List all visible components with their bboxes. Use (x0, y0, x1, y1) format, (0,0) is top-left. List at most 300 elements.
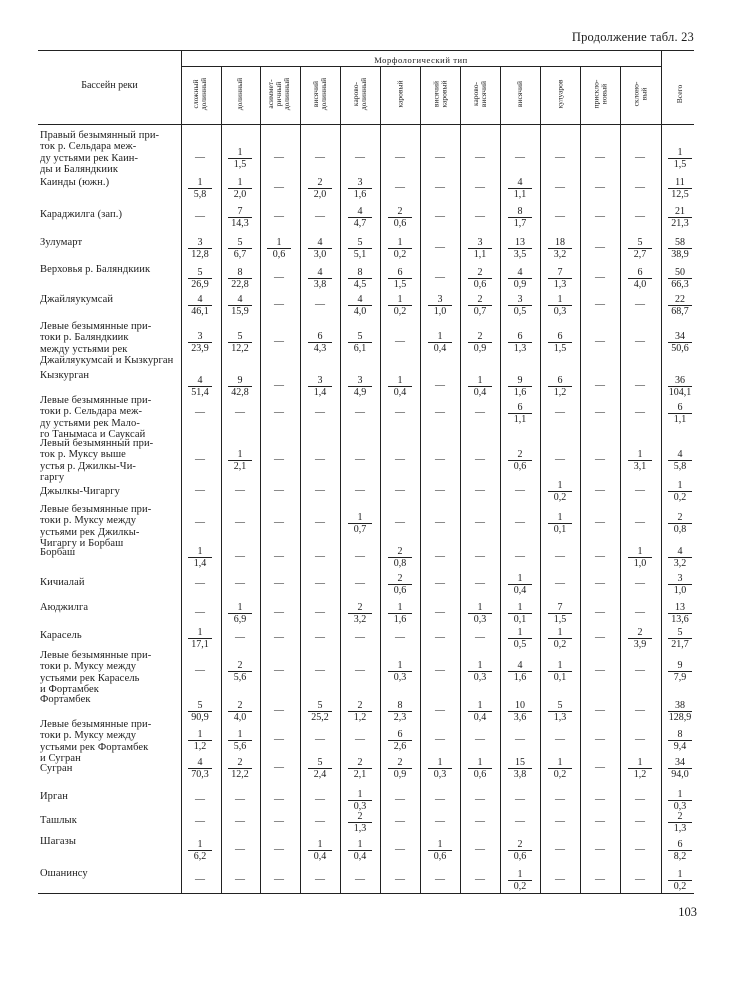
table-cell: — (274, 874, 284, 885)
glacier-area: 5,8 (673, 461, 687, 472)
glacier-area: 0,6 (433, 851, 447, 862)
table-cell: — (515, 152, 525, 163)
column-header (541, 66, 580, 122)
glacier-count: 1 (197, 546, 203, 557)
basin-name: Борбаш (40, 547, 76, 558)
glacier-count: 6 (557, 375, 563, 386)
glacier-area: 0,3 (673, 801, 687, 812)
glacier-count: 5 (237, 331, 243, 342)
table-cell: — (315, 794, 325, 805)
glacier-area: 0,5 (513, 639, 527, 650)
table-cell: — (555, 816, 565, 827)
glacier-count: 6 (677, 402, 683, 413)
column-header (581, 66, 620, 122)
glacier-area: 128,9 (668, 712, 692, 723)
basin-name: Левые безымянные при- токи р. Баляндкиик между устьями рек Джайляукумсай и Кызкурган (40, 321, 174, 366)
table-cell (460, 331, 500, 354)
table-cell: — (435, 454, 445, 465)
table-cell (300, 757, 340, 780)
table-cell: — (635, 705, 645, 716)
table-cell: — (195, 517, 205, 528)
glacier-count: 2 (637, 627, 643, 638)
glacier-area: 0,8 (393, 558, 407, 569)
glacier-count: 10 (515, 700, 525, 711)
glacier-count: 1 (437, 839, 443, 850)
table-cell: — (395, 874, 405, 885)
table-cell (540, 627, 580, 650)
glacier-area: 1,3 (513, 343, 527, 354)
glacier-count: 2 (477, 267, 483, 278)
glacier-area: 94,0 (671, 769, 689, 780)
table-cell (540, 602, 580, 625)
morph-type-header: Морфологический тип (374, 55, 468, 65)
column-header (381, 66, 420, 122)
table-cell (220, 375, 260, 398)
glacier-count: 4 (317, 237, 323, 248)
table-cell: — (515, 551, 525, 562)
table-cell (620, 546, 660, 569)
table-cell: — (315, 632, 325, 643)
table-cell: — (395, 407, 405, 418)
total-cell (660, 294, 700, 317)
glacier-area: 1,1 (473, 249, 487, 260)
table-cell: — (475, 152, 485, 163)
table-cell: — (315, 211, 325, 222)
glacier-count: 1 (397, 294, 403, 305)
column-header (181, 66, 220, 122)
table-cell: — (635, 734, 645, 745)
column-rule (340, 66, 341, 893)
table-cell (259, 237, 299, 260)
total-cell (660, 627, 700, 650)
total-cell (660, 206, 700, 229)
glacier-area: 1,0 (433, 306, 447, 317)
glacier-area: 0,4 (473, 387, 487, 398)
table-cell: — (274, 705, 284, 716)
glacier-count: 3 (677, 573, 683, 584)
glacier-area: 1,5 (553, 614, 567, 625)
glacier-area: 7,9 (673, 672, 687, 683)
table-cell: — (595, 152, 605, 163)
table-cell: — (195, 211, 205, 222)
table-cell (180, 177, 220, 200)
total-cell (660, 869, 700, 892)
glacier-area: 3,2 (673, 558, 687, 569)
table-cell (340, 602, 380, 625)
table-cell: — (195, 152, 205, 163)
column-header (301, 66, 340, 122)
table-cell: — (274, 152, 284, 163)
table-cell: — (274, 816, 284, 827)
table-cell: — (395, 517, 405, 528)
glacier-count: 34 (675, 331, 685, 342)
glacier-count: 4 (517, 177, 523, 188)
glacier-area: 51,4 (191, 387, 209, 398)
table-cell: — (355, 551, 365, 562)
glacier-count: 2 (357, 757, 363, 768)
table-cell (220, 700, 260, 723)
table-cell: — (435, 152, 445, 163)
table-cell: — (395, 844, 405, 855)
table-cell (180, 700, 220, 723)
table-cell: — (475, 211, 485, 222)
glacier-area: 6,7 (233, 249, 247, 260)
glacier-count: 1 (397, 237, 403, 248)
table-cell (380, 573, 420, 596)
column-header-label: каровый (395, 80, 405, 108)
table-cell: — (435, 607, 445, 618)
table-cell: — (235, 578, 245, 589)
glacier-count: 1 (397, 602, 403, 613)
table-cell (380, 660, 420, 683)
table-cell: — (274, 794, 284, 805)
table-cell: — (475, 874, 485, 885)
table-cell (220, 147, 260, 170)
glacier-count: 1 (317, 839, 323, 850)
table-cell: — (195, 485, 205, 496)
basin-name: Сугран (40, 763, 73, 774)
table-cell: — (274, 380, 284, 391)
glacier-area: 0,3 (473, 614, 487, 625)
table-cell (500, 237, 540, 260)
table-cell (300, 331, 340, 354)
table-cell (340, 331, 380, 354)
table-cell: — (315, 665, 325, 676)
table-cell (500, 331, 540, 354)
glacier-area: 12,2 (231, 343, 249, 354)
glacier-area: 1,6 (513, 672, 527, 683)
glacier-area: 1,3 (673, 823, 687, 834)
glacier-area: 0,6 (513, 851, 527, 862)
basin-name: Правый безымянный при- ток р. Сельдара меж- ду устьями рек Каин- ды и Баляндкиик (40, 130, 160, 175)
glacier-area: 3,2 (353, 614, 367, 625)
table-cell: — (395, 182, 405, 193)
table-cell: — (395, 152, 405, 163)
glacier-count: 1 (677, 147, 683, 158)
table-cell: — (595, 734, 605, 745)
table-cell: — (274, 762, 284, 773)
glacier-count: 1 (237, 729, 243, 740)
glacier-count: 1 (517, 573, 523, 584)
table-cell: — (274, 665, 284, 676)
table-cell (420, 294, 460, 317)
glacier-count: 6 (677, 839, 683, 850)
glacier-area: 2,1 (233, 461, 247, 472)
table-cell: — (274, 578, 284, 589)
table-cell: — (315, 578, 325, 589)
glacier-area: 0,6 (473, 769, 487, 780)
basin-name: Левые безымянные при- токи р. Сельдара меж- ду устьями рек Мало- го Танымаса и Сауксай (40, 395, 152, 440)
total-cell (660, 660, 700, 683)
column-rule (500, 66, 501, 893)
glacier-count: 6 (517, 331, 523, 342)
glacier-count: 2 (357, 811, 363, 822)
table-bottom-rule (38, 893, 694, 894)
glacier-area: 0,2 (393, 306, 407, 317)
table-cell (460, 375, 500, 398)
glacier-count: 6 (397, 267, 403, 278)
total-cell (660, 147, 700, 170)
table-cell: — (635, 874, 645, 885)
glacier-count: 1 (637, 449, 643, 460)
basin-name: Зулумарт (40, 237, 83, 248)
column-header (461, 66, 500, 122)
glacier-area: 46,1 (191, 306, 209, 317)
total-cell (660, 757, 700, 780)
table-cell (500, 660, 540, 683)
table-cell: — (235, 551, 245, 562)
glacier-area: 1,1 (513, 189, 527, 200)
table-cell: — (595, 816, 605, 827)
table-cell (540, 237, 580, 260)
table-cell (180, 757, 220, 780)
glacier-area: 0,1 (553, 672, 567, 683)
glacier-area: 1,3 (353, 823, 367, 834)
table-cell: — (235, 874, 245, 885)
table-cell: — (195, 794, 205, 805)
table-cell: — (555, 734, 565, 745)
table-cell (340, 789, 380, 812)
table-cell: — (435, 665, 445, 676)
table-cell: — (274, 211, 284, 222)
table-cell: — (475, 794, 485, 805)
glacier-area: 0,2 (673, 492, 687, 503)
table-cell (420, 757, 460, 780)
glacier-count: 3 (437, 294, 443, 305)
glacier-count: 3 (357, 177, 363, 188)
table-cell: — (475, 517, 485, 528)
glacier-area: 0,7 (473, 306, 487, 317)
table-cell: — (475, 485, 485, 496)
table-cell: — (555, 794, 565, 805)
table-cell (460, 700, 500, 723)
glacier-count: 34 (675, 757, 685, 768)
glacier-area: 1,0 (633, 558, 647, 569)
glacier-area: 21,7 (671, 639, 689, 650)
table-cell: — (475, 844, 485, 855)
table-cell (380, 237, 420, 260)
glacier-count: 4 (517, 660, 523, 671)
glacier-area: 1,2 (353, 712, 367, 723)
glacier-count: 1 (197, 729, 203, 740)
column-header-label: висячий каровый (431, 80, 449, 108)
glacier-area: 6,2 (193, 851, 207, 862)
glacier-area: 4,3 (313, 343, 327, 354)
table-cell: — (315, 454, 325, 465)
glacier-area: 3,5 (513, 249, 527, 260)
table-cell (220, 237, 260, 260)
table-cell: — (435, 485, 445, 496)
glacier-count: 1 (677, 789, 683, 800)
column-rule (540, 66, 541, 893)
total-cell (660, 839, 700, 862)
glacier-area: 2,7 (633, 249, 647, 260)
table-cell (300, 839, 340, 862)
glacier-area: 2,3 (393, 712, 407, 723)
glacier-area: 104,1 (668, 387, 692, 398)
table-cell: — (315, 874, 325, 885)
table-cell (180, 237, 220, 260)
table-cell: — (274, 272, 284, 283)
column-rule (580, 66, 581, 893)
glacier-count: 1 (357, 789, 363, 800)
glacier-area: 1,5 (673, 159, 687, 170)
table-continuation-title: Продолжение табл. 23 (571, 30, 694, 44)
basin-name: Джылкы-Чигаргу (40, 486, 120, 497)
table-cell: — (595, 517, 605, 528)
table-cell (300, 267, 340, 290)
table-cell (500, 449, 540, 472)
glacier-count: 1 (557, 512, 563, 523)
glacier-count: 1 (437, 757, 443, 768)
table-cell: — (635, 665, 645, 676)
table-cell: — (595, 182, 605, 193)
total-cell (660, 449, 700, 472)
table-cell: — (635, 380, 645, 391)
table-cell (620, 267, 660, 290)
table-cell (540, 512, 580, 535)
table-cell (540, 660, 580, 683)
glacier-count: 1 (397, 375, 403, 386)
glacier-area: 0,2 (673, 881, 687, 892)
glacier-count: 1 (276, 237, 282, 248)
column-rule (460, 66, 461, 893)
table-cell: — (274, 336, 284, 347)
glacier-area: 12,5 (671, 189, 689, 200)
table-cell: — (475, 454, 485, 465)
basin-name: Левые безымянные при- токи р. Муксу между устьями рек Джилкы- Чигаргу и Борбаш (40, 504, 152, 549)
glacier-count: 9 (237, 375, 243, 386)
glacier-count: 1 (237, 147, 243, 158)
glacier-count: 7 (557, 602, 563, 613)
column-header-label: кулуаров (555, 79, 565, 109)
glacier-count: 22 (675, 294, 685, 305)
table-cell: — (355, 578, 365, 589)
table-cell: — (635, 299, 645, 310)
table-cell: — (435, 407, 445, 418)
glacier-area: 12,2 (231, 769, 249, 780)
glacier-count: 1 (237, 602, 243, 613)
glacier-count: 13 (675, 602, 685, 613)
table-cell: — (595, 632, 605, 643)
total-cell (660, 573, 700, 596)
glacier-area: 0,6 (272, 249, 286, 260)
glacier-area: 2,1 (353, 769, 367, 780)
table-cell: — (595, 454, 605, 465)
glacier-count: 4 (197, 757, 203, 768)
table-cell: — (435, 551, 445, 562)
glacier-area: 42,8 (231, 387, 249, 398)
table-cell (220, 177, 260, 200)
glacier-area: 0,2 (553, 492, 567, 503)
glacier-count: 2 (237, 757, 243, 768)
basin-name: Джайляукумсай (40, 294, 114, 305)
table-cell: — (555, 454, 565, 465)
table-cell: — (595, 336, 605, 347)
glacier-count: 1 (477, 602, 483, 613)
glacier-area: 3,0 (313, 249, 327, 260)
glacier-count: 2 (477, 331, 483, 342)
glacier-area: 1,6 (513, 387, 527, 398)
glacier-count: 5 (677, 627, 683, 638)
table-cell (180, 294, 220, 317)
glacier-count: 4 (197, 375, 203, 386)
table-cell: — (274, 734, 284, 745)
table-cell (380, 602, 420, 625)
glacier-count: 4 (357, 206, 363, 217)
glacier-count: 1 (637, 546, 643, 557)
glacier-count: 7 (557, 267, 563, 278)
glacier-area: 50,6 (671, 343, 689, 354)
column-rule (300, 66, 301, 893)
glacier-count: 1 (517, 602, 523, 613)
table-cell: — (274, 485, 284, 496)
glacier-count: 50 (675, 267, 685, 278)
table-cell: — (315, 152, 325, 163)
column-rule (260, 66, 261, 893)
column-header-label: склоно- вый (631, 81, 649, 107)
basin-name: Верховья р. Баляндкиик (40, 264, 151, 275)
glacier-count: 18 (555, 237, 565, 248)
column-header-label: карово- висячий (471, 80, 489, 108)
basin-name: Левый безымянный при- ток р. Муксу выше устья р. Джилкы-Чи- гаргу (40, 438, 154, 483)
glacier-count: 1 (437, 331, 443, 342)
glacier-count: 8 (517, 206, 523, 217)
total-cell (660, 811, 700, 834)
table-cell (340, 811, 380, 834)
glacier-area: 1,6 (393, 614, 407, 625)
table-cell (340, 206, 380, 229)
glacier-count: 5 (357, 331, 363, 342)
glacier-count: 4 (677, 546, 683, 557)
table-cell (500, 602, 540, 625)
total-cell (660, 789, 700, 812)
glacier-area: 0,6 (473, 279, 487, 290)
table-cell: — (595, 407, 605, 418)
table-cell: — (635, 182, 645, 193)
glacier-count: 1 (477, 700, 483, 711)
table-cell: — (435, 816, 445, 827)
table-cell: — (435, 734, 445, 745)
table-cell: — (274, 844, 284, 855)
glacier-count: 3 (317, 375, 323, 386)
glacier-count: 1 (517, 869, 523, 880)
glacier-count: 3 (197, 237, 203, 248)
glacier-count: 4 (677, 449, 683, 460)
column-rule (420, 66, 421, 893)
glacier-area: 0,3 (473, 672, 487, 683)
table-cell: — (475, 816, 485, 827)
table-cell: — (355, 407, 365, 418)
glacier-area: 12,8 (191, 249, 209, 260)
table-cell (340, 512, 380, 535)
glacier-area: 1,3 (553, 279, 567, 290)
glacier-count: 5 (357, 237, 363, 248)
glacier-area: 0,4 (313, 851, 327, 862)
table-cell: — (274, 182, 284, 193)
table-cell: — (595, 242, 605, 253)
glacier-count: 1 (557, 480, 563, 491)
glacier-area: 4,7 (353, 218, 367, 229)
glacier-area: 15,9 (231, 306, 249, 317)
glacier-area: 4,9 (353, 387, 367, 398)
table-cell (460, 294, 500, 317)
glacier-count: 1 (557, 660, 563, 671)
column-header-label: висячий долинный (311, 77, 329, 111)
glacier-area: 0,9 (393, 769, 407, 780)
total-cell (660, 331, 700, 354)
table-cell: — (435, 272, 445, 283)
